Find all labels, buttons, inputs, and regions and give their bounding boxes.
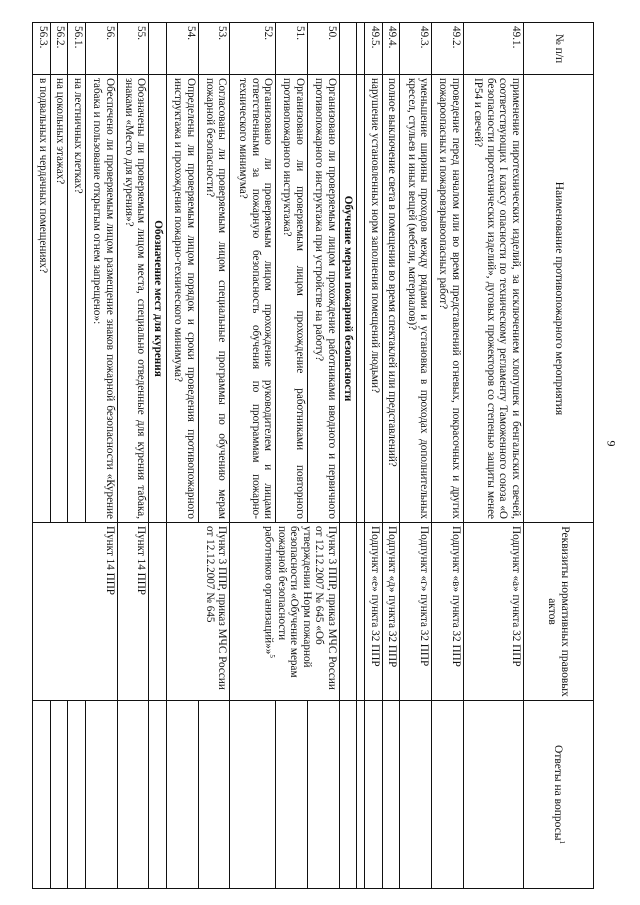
row-answer: [166, 701, 198, 889]
section-req-cell: [339, 523, 357, 701]
table-row: [117, 23, 149, 889]
page-number: 9: [604, 440, 619, 447]
row-num: 49.2.: [432, 23, 464, 75]
row-text: Обозначены ли проверяемым лицом места, специально отведенные для курения табака, знаками «Место для курения»?: [117, 75, 149, 523]
section-num-cell: [149, 23, 167, 75]
row-req-text: Пункт 3 ППР, приказ МЧС России от 12.12.2007 № 645 «Об утверждении Норм пожарной безопасности «Обучение мерам пожарной безопасности работников организаций»»: [262, 526, 338, 690]
row-req: Подпункт «е» пункта 32 ППР: [365, 523, 383, 701]
row-answer: [117, 701, 149, 889]
spacer-cell: [357, 523, 365, 701]
spacer-cell: [357, 23, 365, 75]
table-row: [50, 23, 68, 889]
row-req: Подпункт «а» пункта 32 ППР: [463, 523, 523, 701]
table-row: [365, 23, 383, 889]
section-heading-row: [339, 23, 357, 889]
row-answer: [432, 701, 464, 889]
row-num: 51.: [276, 23, 308, 75]
row-text: Организовано ли проверяемым лицом прохождение работниками вводного и первичного противопожарного инструктажа при устройстве на работу?: [308, 75, 340, 523]
section-heading-row: [149, 23, 167, 889]
table-row: [68, 23, 86, 889]
table-row: [463, 23, 523, 889]
row-num: 53.: [198, 23, 230, 75]
row-text: Организовано ли проверяемым лицом прохождение работниками повторного противопожарного инструктажа?: [276, 75, 308, 523]
header-ans-footnote: 1: [558, 840, 567, 844]
header-num: № п/п: [524, 23, 594, 75]
row-req: Подпункт «д» пункта 32 ППР: [382, 523, 400, 701]
header-ans-text: Ответы на вопросы: [552, 745, 565, 841]
row-num: 49.5.: [365, 23, 383, 75]
table-row: [308, 23, 340, 889]
row-text: проведение перед началом или во время представлений огневых, покрасочных и других пожароопасных и пожаровзрывоопасных работ?: [432, 75, 464, 523]
row-num: 56.3.: [33, 23, 51, 75]
row-req: Подпункт «г» пункта 32 ППР: [400, 523, 432, 701]
row-num: 54.: [166, 23, 198, 75]
table-row: [400, 23, 432, 889]
row-answer: [50, 701, 68, 889]
row-num: 49.4.: [382, 23, 400, 75]
row-req-merged: Пункт 3 ППР, приказ МЧС России от 12.12.2007 № 645: [166, 523, 229, 701]
table-header-row: [524, 23, 594, 889]
row-text: на цокольных этажах?: [50, 75, 68, 523]
row-num: 52.: [230, 23, 276, 75]
row-text: Организовано ли проверяемым лицом прохождение руководителем и лицами ответственными за пожарную безопасность обучения по программам пожарно-технического минимума?: [230, 75, 276, 523]
header-name: Наименование противопожарного мероприятия: [524, 75, 594, 523]
row-req: Подпункт «в» пункта 32 ППР: [432, 523, 464, 701]
row-text: в подвальных и чердачных помещениях?: [33, 75, 51, 523]
section-heading-training: Обучение мерам пожарной безопасности: [339, 75, 357, 523]
row-text: уменьшение ширины проходов между рядами и установка в проходах дополнительных кресел, стульев и иных вещей (мебели, материалов)?: [400, 75, 432, 523]
table-row: [33, 23, 51, 889]
spacer-cell: [357, 701, 365, 889]
header-ans: [524, 701, 594, 889]
section-num-cell: [339, 23, 357, 75]
table-row: [276, 23, 308, 889]
table-row: [198, 23, 230, 889]
row-req-footnote: 5: [268, 654, 277, 658]
row-answer: [198, 701, 230, 889]
row-req-merged: Пункт 14 ППР: [33, 523, 118, 701]
section-heading-smoking: Обозначение мест для курения: [149, 75, 167, 523]
section-answer-cell: [149, 701, 167, 889]
row-answer: [33, 701, 51, 889]
row-answer: [308, 701, 340, 889]
row-text: полное выключение света в помещении во время спектаклей или представлений?: [382, 75, 400, 523]
row-answer: [365, 701, 383, 889]
table-row: [85, 23, 117, 889]
row-text: нарушение установленных норм заполнения помещений людьми?: [365, 75, 383, 523]
table-row: [432, 23, 464, 889]
row-answer: [382, 701, 400, 889]
row-answer: [230, 701, 276, 889]
row-answer: [68, 701, 86, 889]
table-row: [230, 23, 276, 889]
section-req-cell: [149, 523, 167, 701]
row-answer: [400, 701, 432, 889]
table-row-spacer: [357, 23, 365, 889]
row-num: 56.2.: [50, 23, 68, 75]
row-num: 56.1.: [68, 23, 86, 75]
row-answer: [85, 701, 117, 889]
row-req-merged: [230, 523, 339, 701]
row-num: 49.1.: [463, 23, 523, 75]
row-req: Пункт 14 ППР: [117, 523, 149, 701]
section-answer-cell: [339, 701, 357, 889]
row-text: применение пиротехнических изделий, за исключением хлопушек и бенгальских свечей, соответствующих I классу опасности по техническому регламенту Таможенного союза «О безопасности пиротехнических изделий», дуговых прожекторов со степенью защиты менее IP54 и свечей?: [463, 75, 523, 523]
table-row: [382, 23, 400, 889]
row-answer: [276, 701, 308, 889]
row-answer: [463, 701, 523, 889]
row-text: Согласованы ли проверяемым лицом специальные программы по обучению мерам пожарной безопасности?: [198, 75, 230, 523]
fire-safety-checklist-table: [32, 22, 594, 889]
row-num: 50.: [308, 23, 340, 75]
row-text: на лестничных клетках?: [68, 75, 86, 523]
row-text: Определены ли проверяемым лицом порядок и сроки проведения противопожарного инструктажа и прохождения пожарно-технического минимума?: [166, 75, 198, 523]
row-num: 49.3.: [400, 23, 432, 75]
row-text: Обеспечено ли проверяемым лицом размещение знаков пожарной безопасности «Курение табака и пользование открытым огнем запрещено»:: [85, 75, 117, 523]
document-table-rotated: [32, 22, 594, 888]
spacer-cell: [357, 75, 365, 523]
header-req: Реквизиты нормативных правовых актов: [524, 523, 594, 701]
row-num: 55.: [117, 23, 149, 75]
table-row: [166, 23, 198, 889]
row-num: 56.: [85, 23, 117, 75]
